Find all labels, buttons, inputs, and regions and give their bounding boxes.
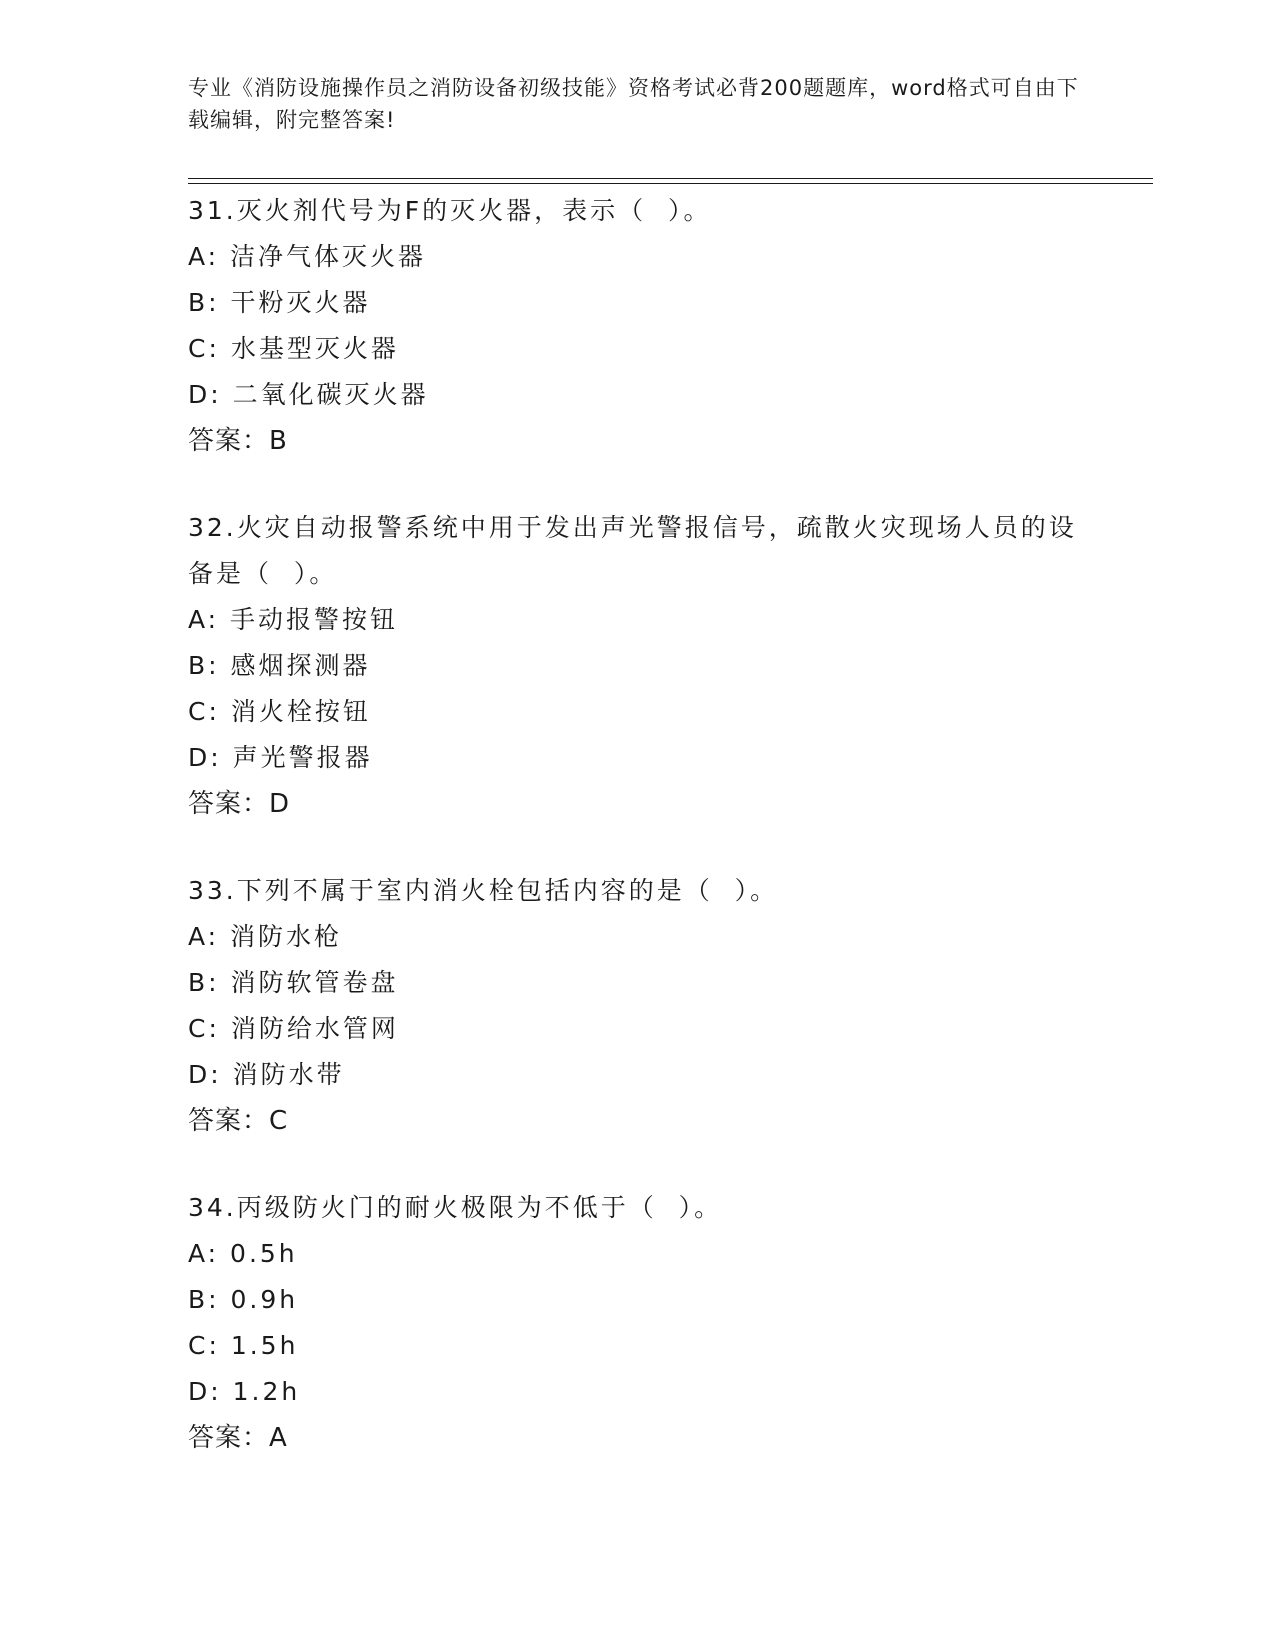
option-d: D: 声光警报器 — [188, 743, 373, 772]
option-d: D: 消防水带 — [188, 1060, 345, 1089]
question-stem: 33.下列不属于室内消火栓包括内容的是（ ）。 — [188, 876, 779, 905]
option-a: A: 洁净气体灭火器 — [188, 242, 427, 271]
question-33 — [188, 868, 1088, 1144]
option-c: C: 消防给水管网 — [188, 1014, 399, 1043]
header-divider-top — [188, 178, 1153, 179]
document-intro: 专业《消防设施操作员之消防设备初级技能》资格考试必背200题题库，word格式可自由下载编辑，附完整答案! — [188, 76, 1079, 132]
header-divider-bottom — [188, 183, 1153, 184]
question-stem: 32.火灾自动报警系统中用于发出声光警报信号，疏散火灾现场人员的设备是（ ）。 — [188, 513, 1077, 588]
answer-line: 答案：A — [188, 1423, 288, 1453]
option-b: B: 消防软管卷盘 — [188, 968, 399, 997]
answer-line: 答案：D — [188, 789, 291, 819]
question-34 — [188, 1185, 1088, 1461]
question-stem: 34.丙级防火门的耐火极限为不低于（ ）。 — [188, 1193, 723, 1222]
option-c: C: 消火栓按钮 — [188, 697, 371, 726]
option-b: B: 感烟探测器 — [188, 651, 371, 680]
question-stem: 31.灭火剂代号为F的灭火器，表示（ ）。 — [188, 196, 712, 225]
option-d: D: 1.2h — [188, 1377, 301, 1406]
question-32 — [188, 505, 1088, 827]
option-a: A: 消防水枪 — [188, 922, 343, 951]
option-a: A: 0.5h — [188, 1239, 298, 1268]
option-c: C: 1.5h — [188, 1331, 299, 1360]
answer-line: 答案：B — [188, 426, 288, 456]
question-31 — [188, 188, 1088, 464]
option-b: B: 干粉灭火器 — [188, 288, 371, 317]
option-d: D: 二氧化碳灭火器 — [188, 380, 429, 409]
option-b: B: 0.9h — [188, 1285, 299, 1314]
answer-line: 答案：C — [188, 1106, 289, 1136]
option-a: A: 手动报警按钮 — [188, 605, 399, 634]
option-c: C: 水基型灭火器 — [188, 334, 399, 363]
